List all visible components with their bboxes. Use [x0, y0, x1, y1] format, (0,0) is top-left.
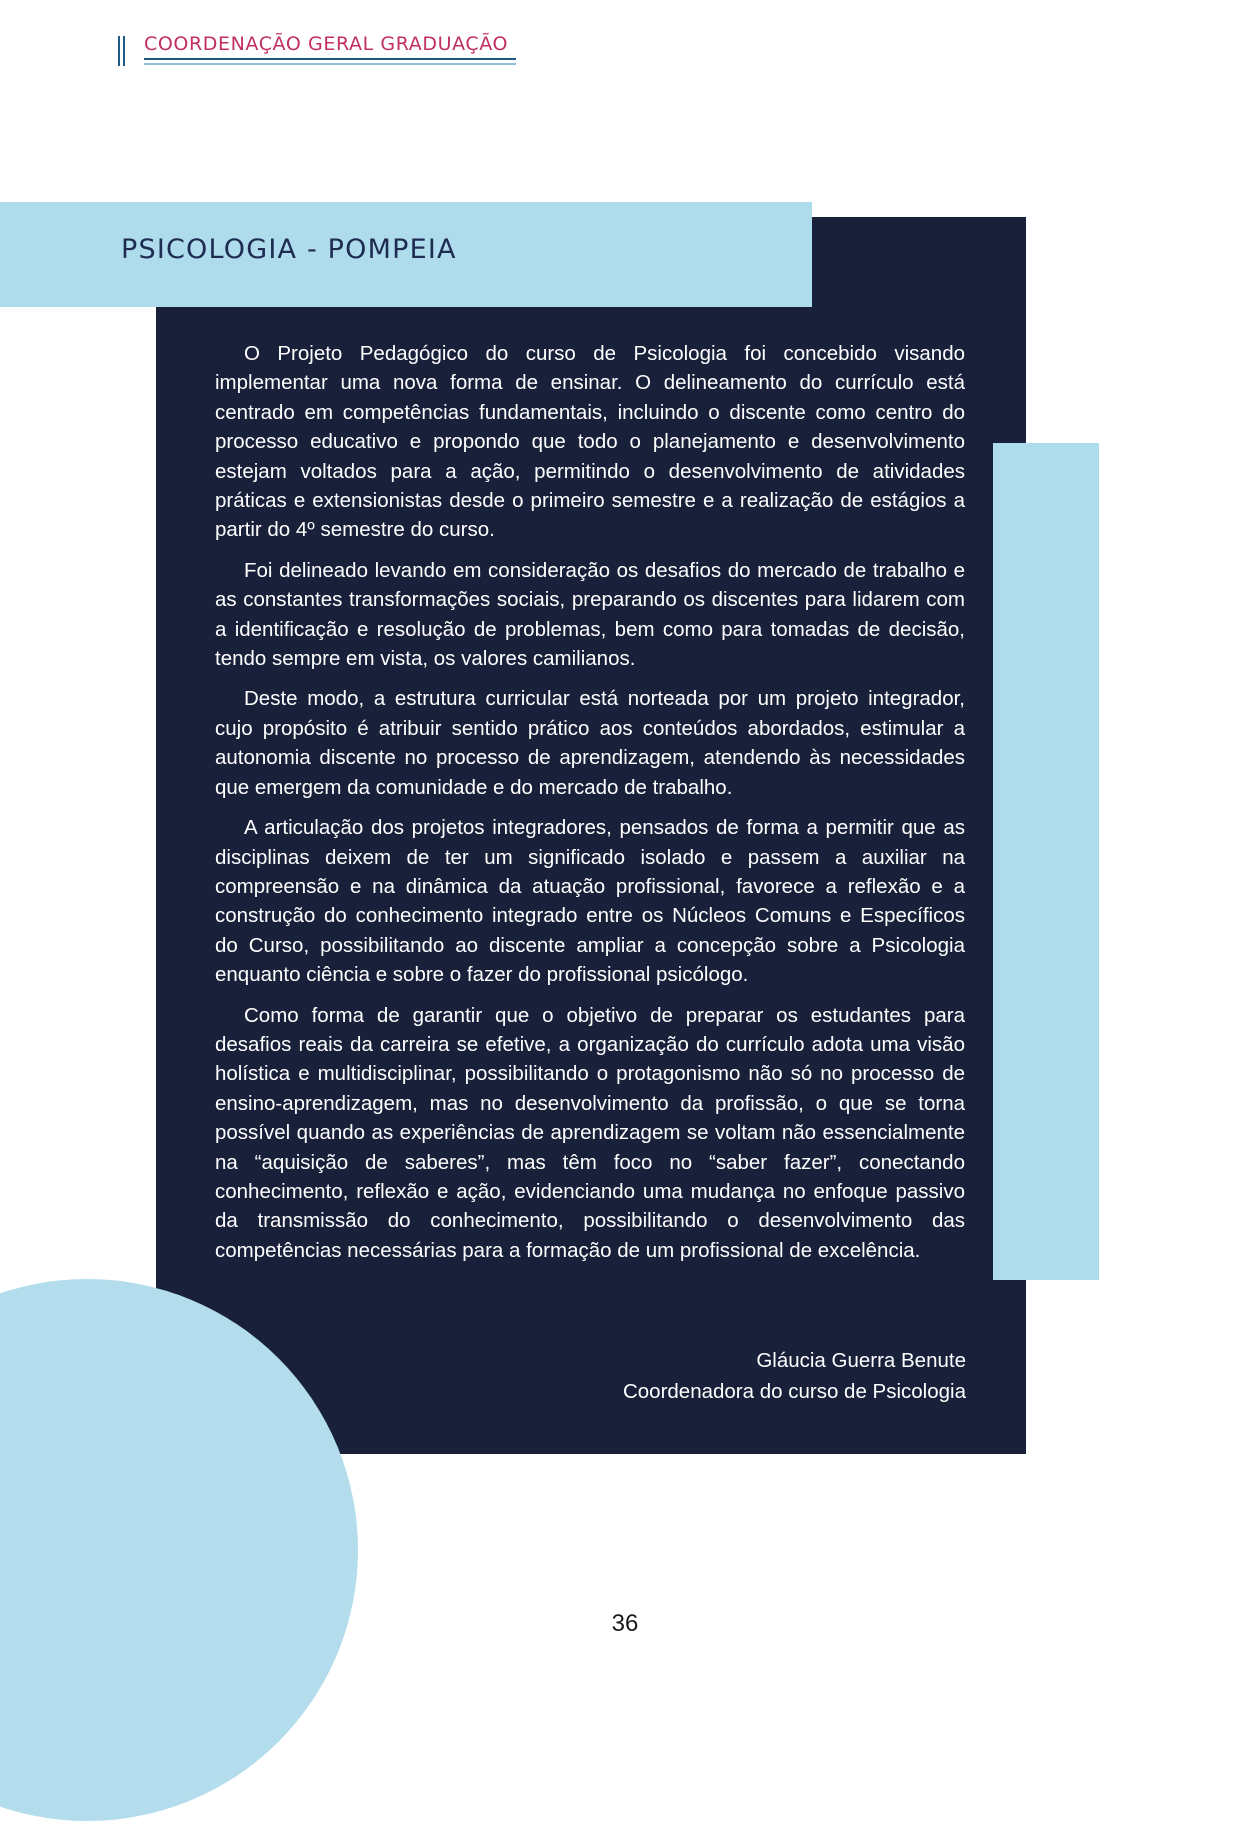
- paragraph-1: O Projeto Pedagógico do curso de Psicologia foi concebido visando implementar uma nova forma de ensinar. O delineamento do currículo está centrado em competências fundamentais, incluindo o discente como centro do processo educativo e propondo que todo o planejamento e desenvolvimento estejam voltados para a ação, permitindo o desenvolvimento de atividades práticas e extensionistas desde o primeiro semestre e a realização de estágios a partir do 4º semestre do curso.: [215, 342, 965, 542]
- paragraph-4: A articulação dos projetos integradores, pensados de forma a permitir que as disciplinas deixem de ter um significado isolado e passem a auxiliar na compreensão e na dinâmica da atuação profissional, favorece a reflexão e a construção do conhecimento integrado entre os Núcleos Comuns e Específicos do Curso, possibilitando ao discente ampliar a concepção sobre a Psicologia enquanto ciência e sobre o fazer do profissional psicólogo.: [215, 816, 965, 987]
- paragraph-3: Deste modo, a estrutura curricular está norteada por um projeto integrador, cujo propósito é atribuir sentido prático aos conteúdos abordados, estimular a autonomia discente no processo de aprendizagem, atendendo às necessidades que emergem da comunidade e do mercado de trabalho.: [215, 687, 965, 799]
- header-title: COORDENAÇÃO GERAL GRADUAÇÃO: [144, 33, 509, 55]
- page-number: 36: [611, 1610, 639, 1637]
- paragraph-2: Foi delineado levando em consideração os desafios do mercado de trabalho e as constantes transformações sociais, preparando os discentes para lidarem com a identificação e resolução de problemas, bem como para tomadas de decisão, tendo sempre em vista, os valores camilianos.: [215, 558, 965, 671]
- section-title: PSICOLOGIA - POMPEIA: [121, 234, 457, 265]
- signature-name: Gláucia Guerra Benute: [756, 1349, 966, 1372]
- paragraph-5: Como forma de garantir que o objetivo de preparar os estudantes para desafios reais da carreira se efetive, a organização do currículo adota uma visão holística e multidisciplinar, possibilitando o protagonismo não só no processo de ensino-aprendizagem, mas no desenvolvimento da profissão, o que se torna possível quando as experiências de aprendizagem se voltam não essencialmente na “aquisição de saberes”, mas têm foco no “saber fazer”, conectando conhecimento, reflexão e ação, evidenciando uma mudança no enfoque passivo da transmissão do conhecimento, possibilitando o desenvolvimento das competências necessárias para a formação de um profissional de excelência.: [215, 1003, 965, 1262]
- signature-role: Coordenadora do curso de Psicologia: [622, 1380, 966, 1403]
- header-accent-bars: [118, 36, 125, 66]
- body-text: [215, 339, 965, 1276]
- signature-block: [623, 1345, 966, 1407]
- header-rule-top: [144, 58, 516, 60]
- right-accent-band: [993, 443, 1099, 1280]
- header-rule-bottom: [144, 63, 516, 65]
